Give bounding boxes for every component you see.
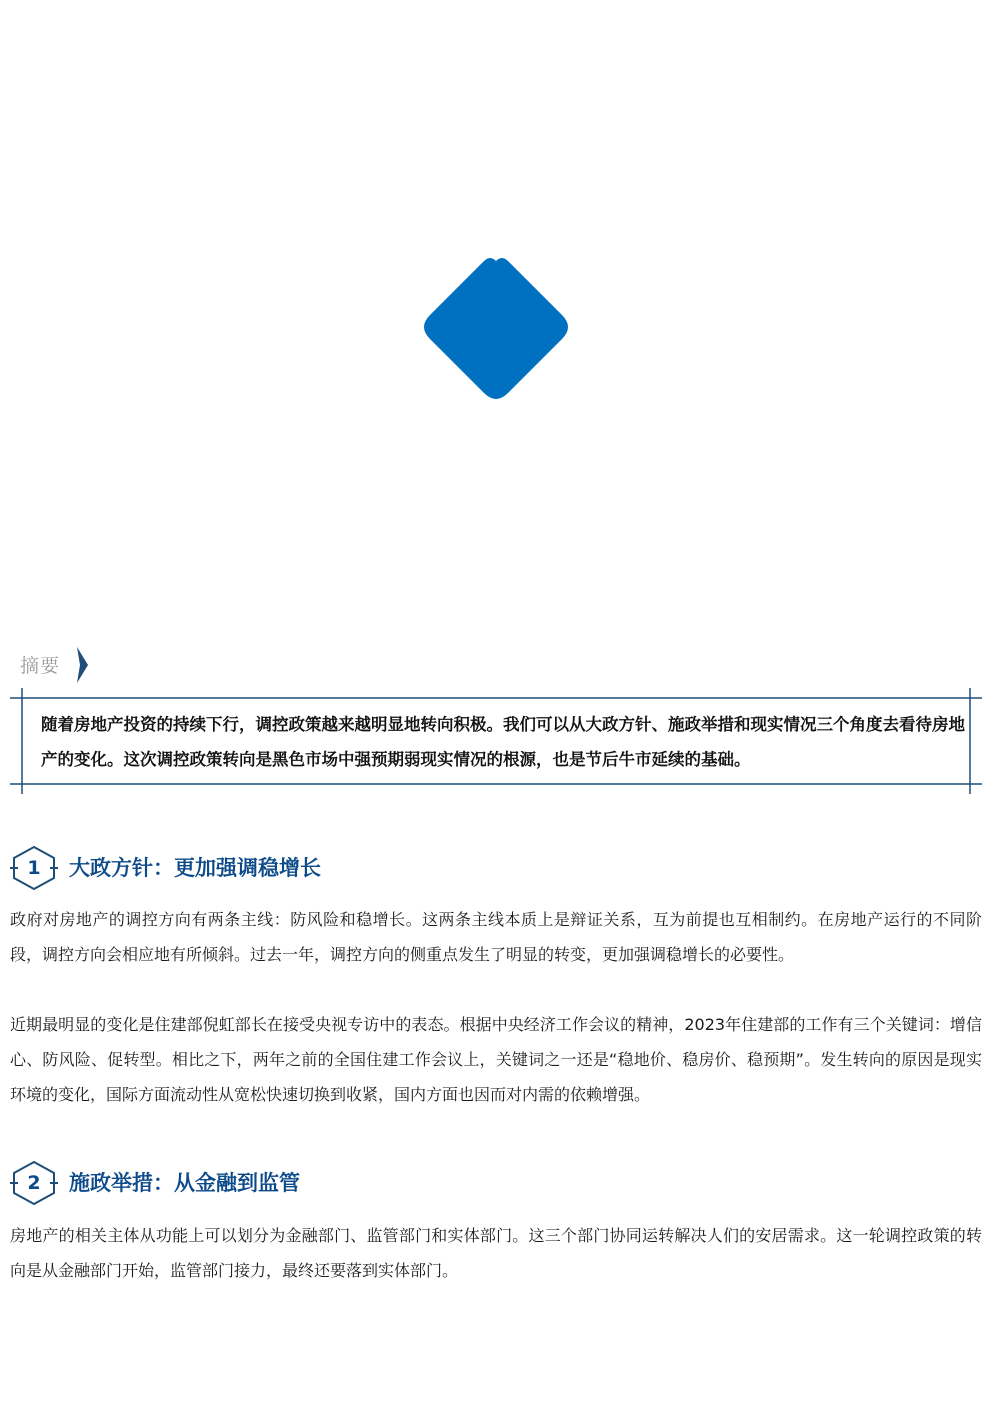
section-heading-2 xyxy=(10,1160,710,1206)
diamond-logo-icon xyxy=(424,255,568,399)
section-number: 2 xyxy=(27,1172,41,1194)
section-number: 1 xyxy=(27,857,41,879)
abstract-box xyxy=(10,688,982,794)
abstract-label: 摘要 xyxy=(20,655,61,677)
paragraph: 近期最明显的变化是住建部倪虹部长在接受央视专访中的表态。根据中央经济工作会议的精神，2023年住建部的工作有三个关键词：增信心、防风险、促转型。相比之下，两年之前的全国住建工作会议上，关键词之一还是“稳地价、稳房价、稳预期”。发生转向的原因是现实环境的变化，国际方面流动性从宽松快速切换到收紧，国内方面也因而对内需的依赖增强。 xyxy=(10,1015,982,1104)
section-title: 施政举措：从金融到监管 xyxy=(69,1171,300,1195)
paragraph: 房地产的相关主体从功能上可以划分为金融部门、监管部门和实体部门。这三个部门协同运转解决人们的安居需求。这一轮调控政策的转向是从金融部门开始，监管部门接力，最终还要落到实体部门。 xyxy=(10,1226,982,1280)
abstract-text: 随着房地产投资的持续下行，调控政策越来越明显地转向积极。我们可以从大政方针、施政举措和现实情况三个角度去看待房地产的变化。这次调控政策转向是黑色市场中强预期弱现实情况的根源，也是节后牛市延续的基础。 xyxy=(41,715,965,769)
section-heading-1 xyxy=(10,845,710,891)
paragraph: 政府对房地产的调控方向有两条主线：防风险和稳增长。这两条主线本质上是辩证关系，互为前提也互相制约。在房地产运行的不同阶段，调控方向会相应地有所倾斜。过去一年，调控方向的侧重点发生了明显的转变，更加强调稳增长的必要性。 xyxy=(10,910,982,964)
section-title: 大政方针：更加强调稳增长 xyxy=(69,856,321,880)
chevron-right-icon xyxy=(75,646,89,684)
